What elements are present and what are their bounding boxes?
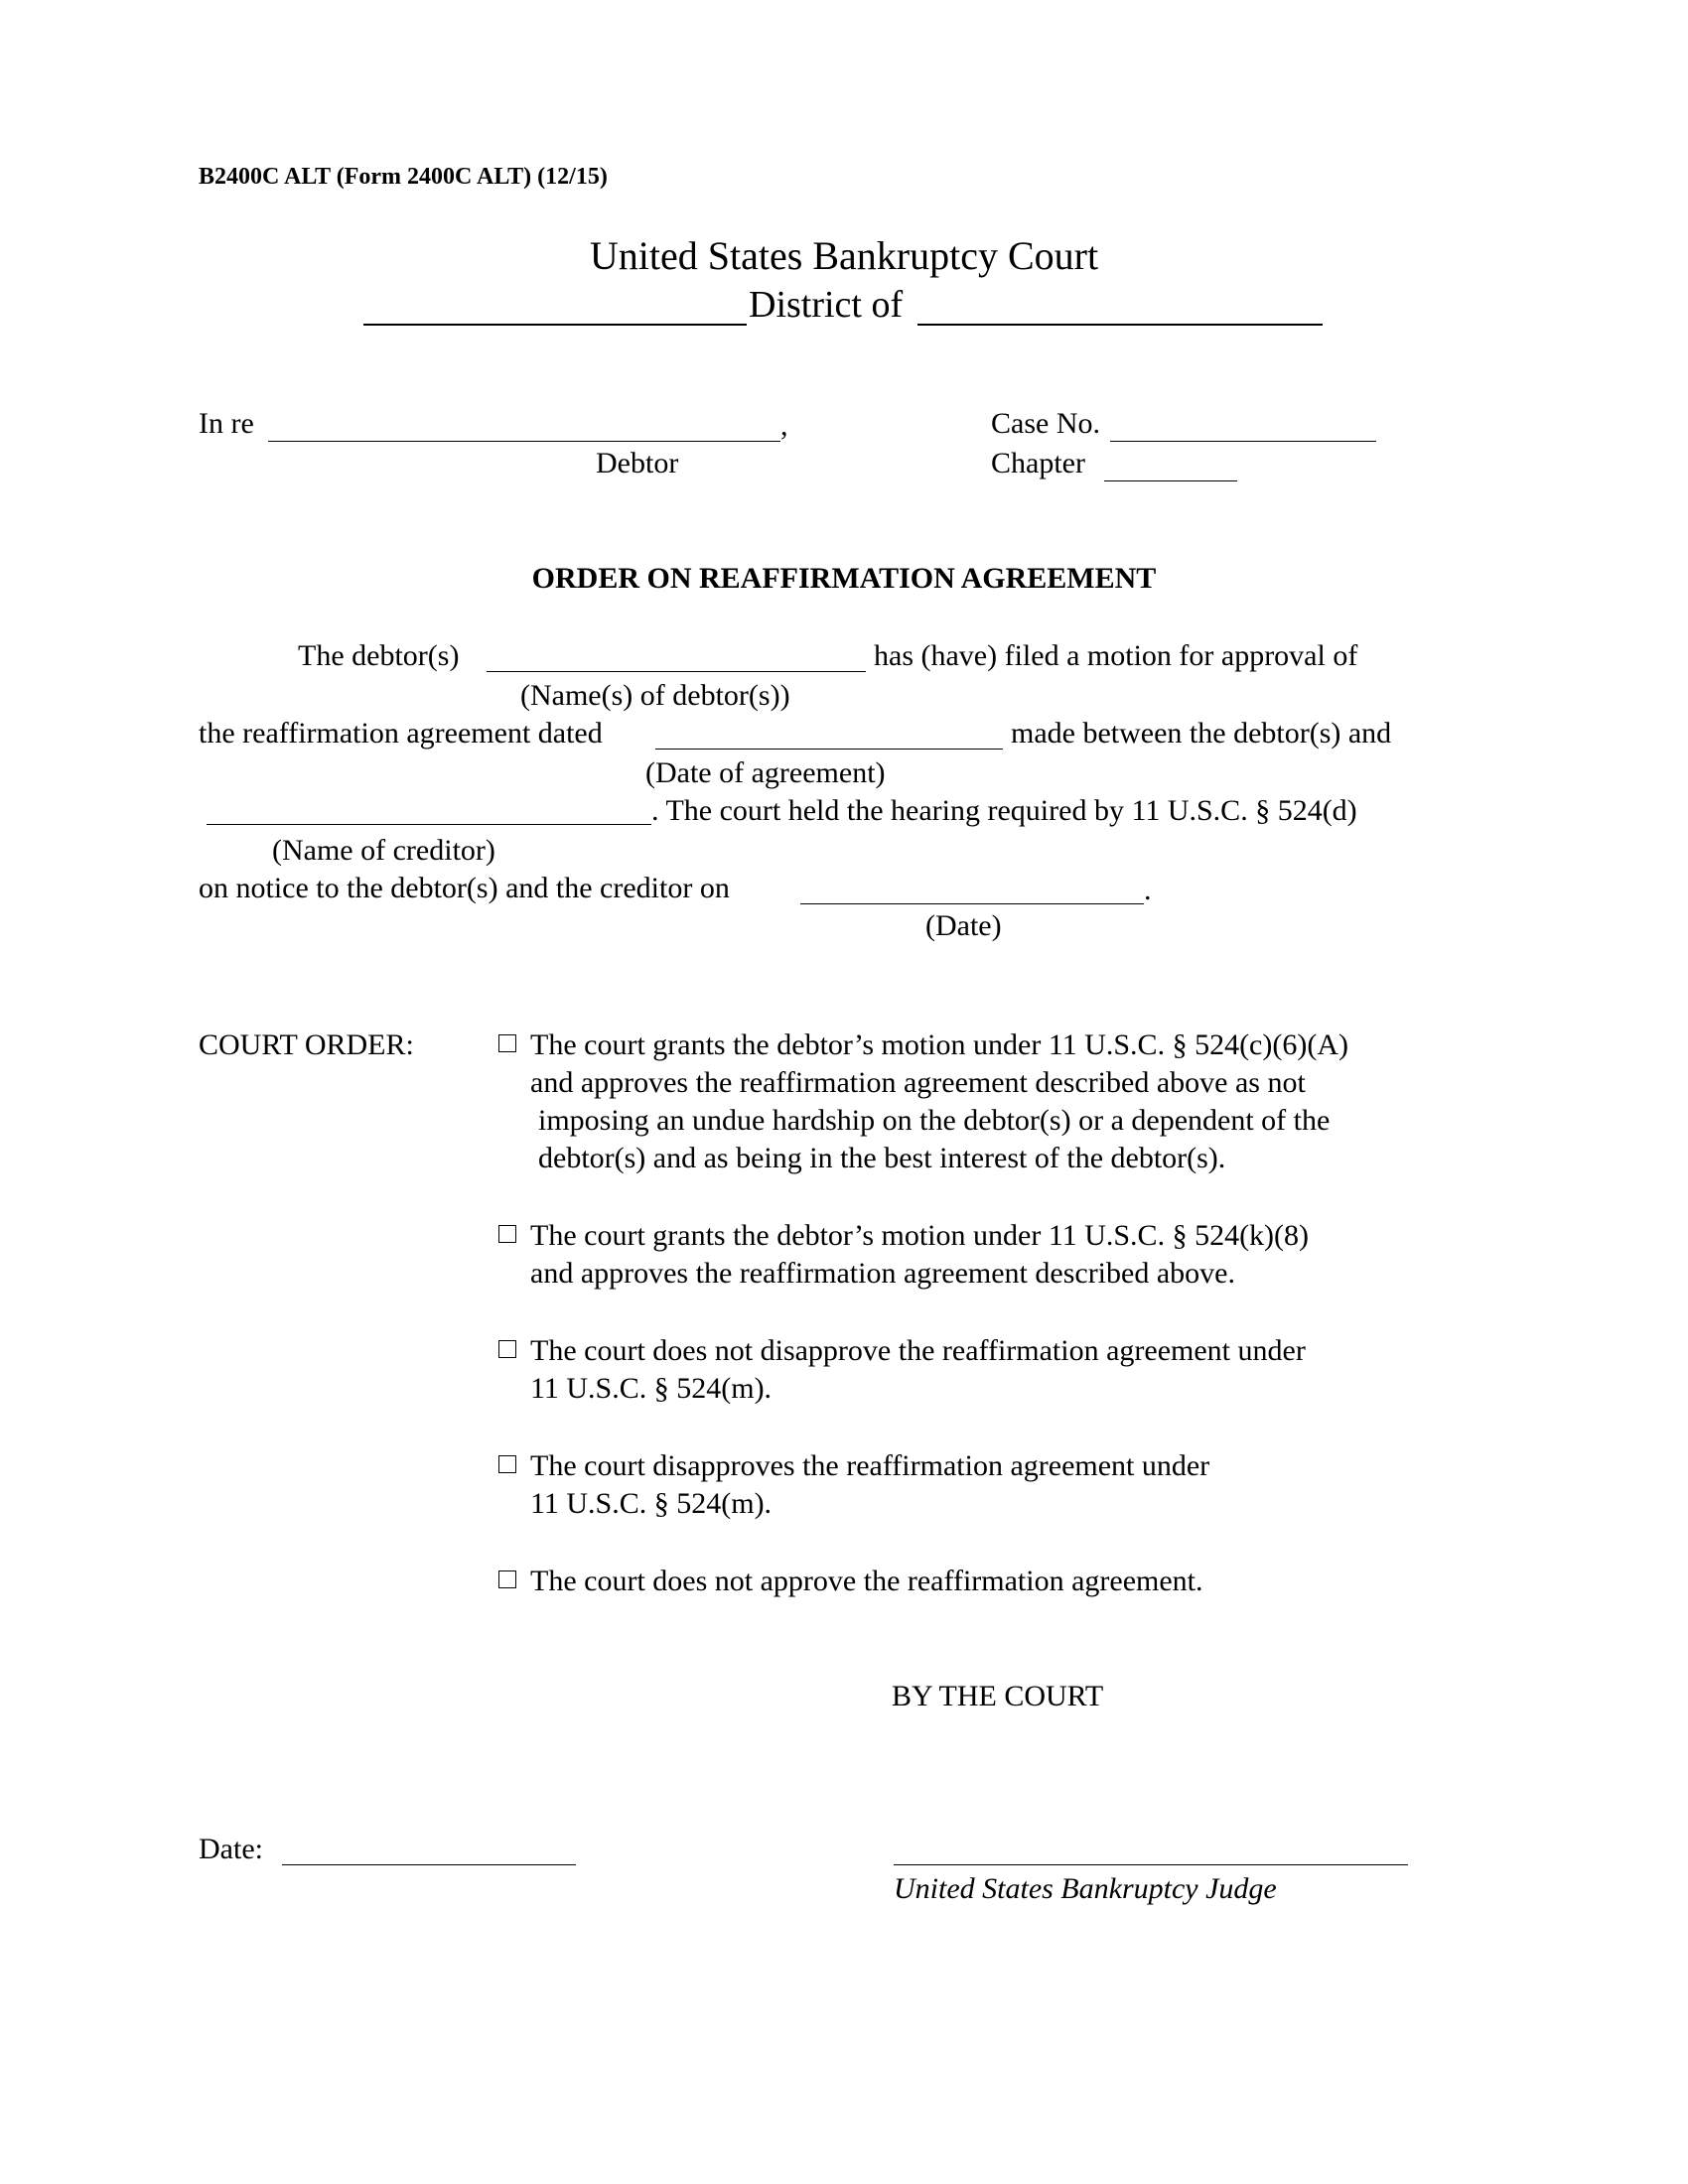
- option-1-line-2: and approves the reaffirmation agreement described above as not: [530, 1066, 1306, 1099]
- option-3-checkbox[interactable]: [498, 1340, 516, 1358]
- notice-date-line[interactable]: [800, 903, 1144, 904]
- option-4-line-1: The court disapproves the reaffirmation agreement under: [530, 1449, 1210, 1482]
- hearing-text: . The court held the hearing required by 11 U.S.C. § 524(d): [651, 794, 1357, 827]
- chapter-label: Chapter: [991, 447, 1085, 479]
- order-title: ORDER ON REAFFIRMATION AGREEMENT: [531, 562, 1157, 595]
- date-of-agreement-caption: (Date of agreement): [645, 756, 886, 789]
- judge-title: United States Bankruptcy Judge: [894, 1872, 1277, 1905]
- form-id: B2400C ALT (Form 2400C ALT) (12/15): [199, 164, 608, 190]
- case-no-label: Case No.: [991, 407, 1100, 440]
- creditor-name-line[interactable]: [207, 824, 651, 825]
- chapter-line[interactable]: [1104, 480, 1237, 481]
- notice-text: on notice to the debtor(s) and the creditor on: [199, 872, 730, 904]
- in-re-label: In re: [199, 407, 254, 440]
- caption-comma: ,: [780, 409, 788, 442]
- debtor-name-line[interactable]: [268, 441, 780, 442]
- signature-date-line[interactable]: [282, 1864, 576, 1865]
- option-1-line-4: debtor(s) and as being in the best interest of the debtor(s).: [538, 1142, 1226, 1174]
- debtors-prefix: The debtor(s): [298, 639, 460, 672]
- option-1-line-1: The court grants the debtor’s motion under 11 U.S.C. § 524(c)(6)(A): [530, 1028, 1348, 1061]
- option-4-checkbox[interactable]: [498, 1455, 516, 1473]
- motion-text: has (have) filed a motion for approval of: [874, 639, 1358, 672]
- district-name-line[interactable]: [917, 324, 1323, 326]
- option-3-line-1: The court does not disapprove the reaffirmation agreement under: [530, 1334, 1306, 1367]
- option-3-line-2: 11 U.S.C. § 524(m).: [530, 1372, 773, 1405]
- option-2-line-2: and approves the reaffirmation agreement described above.: [530, 1257, 1235, 1290]
- option-2-checkbox[interactable]: [498, 1225, 516, 1243]
- option-5-checkbox[interactable]: [498, 1570, 516, 1588]
- notice-date-caption: (Date): [925, 909, 1002, 942]
- notice-period: .: [1144, 874, 1152, 906]
- made-between-text: made between the debtor(s) and: [1011, 717, 1392, 750]
- debtor-label: Debtor: [596, 447, 679, 479]
- option-5-line-1: The court does not approve the reaffirmation agreement.: [530, 1565, 1203, 1597]
- option-1-line-3: imposing an undue hardship on the debtor(s) or a dependent of the: [538, 1104, 1331, 1137]
- creditor-caption: (Name of creditor): [272, 834, 495, 867]
- date-label: Date:: [199, 1833, 263, 1865]
- debtor-names-line[interactable]: [487, 671, 866, 672]
- judge-signature-line[interactable]: [894, 1864, 1408, 1865]
- case-no-line[interactable]: [1110, 441, 1376, 442]
- names-caption: (Name(s) of debtor(s)): [520, 679, 790, 712]
- district-label: District of: [749, 284, 904, 326]
- option-1-checkbox[interactable]: [498, 1034, 516, 1052]
- option-2-line-1: The court grants the debtor’s motion under 11 U.S.C. § 524(k)(8): [530, 1219, 1310, 1252]
- court-name: United States Bankruptcy Court: [589, 233, 1099, 278]
- court-order-label: COURT ORDER:: [199, 1028, 414, 1061]
- by-the-court: BY THE COURT: [892, 1680, 1104, 1712]
- district-prefix-line[interactable]: [363, 324, 747, 326]
- option-4-line-2: 11 U.S.C. § 524(m).: [530, 1487, 773, 1520]
- agreement-date-line[interactable]: [655, 749, 1003, 750]
- agreement-dated-text: the reaffirmation agreement dated: [199, 717, 603, 750]
